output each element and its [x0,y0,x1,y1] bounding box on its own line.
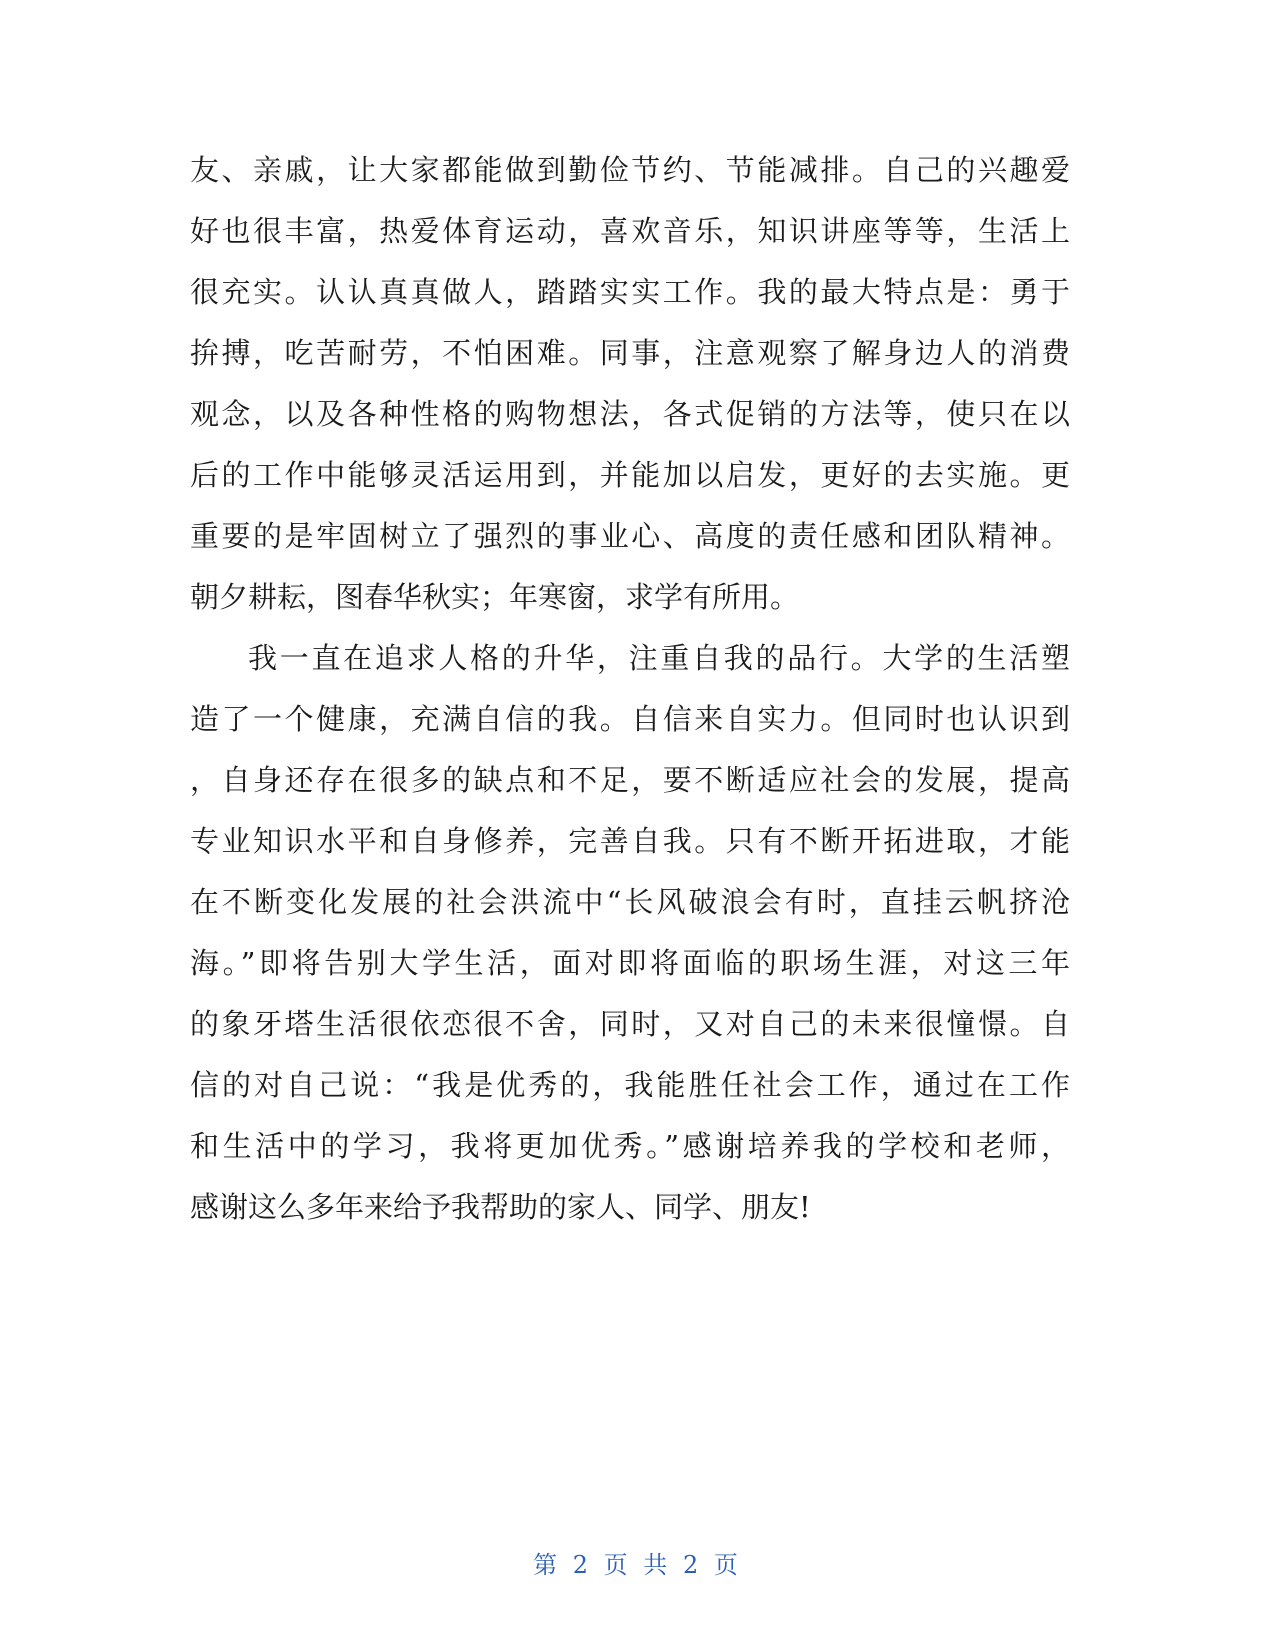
text-line: ，自身还存在很多的缺点和不足，要不断适应社会的发展，提高 [190,763,1070,797]
text-line: 很充实。认认真真做人，踏踏实实工作。我的最大特点是：勇于 [190,275,1070,309]
text-line: 专业知识水平和自身修养，完善自我。只有不断开拓进取，才能 [190,824,1070,858]
text-line: 朝夕耕耘，图春华秋实；年寒窗，求学有所用。 [190,580,800,614]
text-line: 造了一个健康，充满自信的我。自信来自实力。但同时也认识到 [190,702,1070,736]
text-line: 的象牙塔生活很依恋很不舍，同时，又对自己的未来很憧憬。自 [190,1007,1070,1041]
text-line: 拚搏，吃苦耐劳，不怕困难。同事，注意观察了解身边人的消费 [190,336,1070,370]
text-line: 后的工作中能够灵活运用到，并能加以启发，更好的去实施。更 [190,458,1070,492]
text-line: 我一直在追求人格的升华，注重自我的品行。大学的生活塑 [248,641,1070,675]
text-line: 信的对自己说：“我是优秀的，我能胜任社会工作，通过在工作 [190,1068,1070,1102]
text-line: 和生活中的学习，我将更加优秀。”感谢培养我的学校和老师， [190,1129,1070,1163]
text-line: 友、亲戚，让大家都能做到勤俭节约、节能减排。自己的兴趣爱 [190,153,1070,187]
text-line: 观念，以及各种性格的购物想法，各式促销的方法等，使只在以 [190,397,1070,431]
text-line: 在不断变化发展的社会洪流中“长风破浪会有时，直挂云帆挤沧 [190,885,1070,919]
text-line: 海。”即将告别大学生活，面对即将面临的职场生涯，对这三年 [190,946,1070,980]
text-line: 感谢这么多年来给予我帮助的家人、同学、朋友! [190,1190,811,1224]
text-line: 好也很丰富，热爱体育运动，喜欢音乐，知识讲座等等，生活上 [190,214,1070,248]
text-line: 重要的是牢固树立了强烈的事业心、高度的责任感和团队精神。 [190,519,1070,553]
page-number-footer: 第 2 页 共 2 页 [533,1551,742,1579]
document-body [190,140,1070,1238]
